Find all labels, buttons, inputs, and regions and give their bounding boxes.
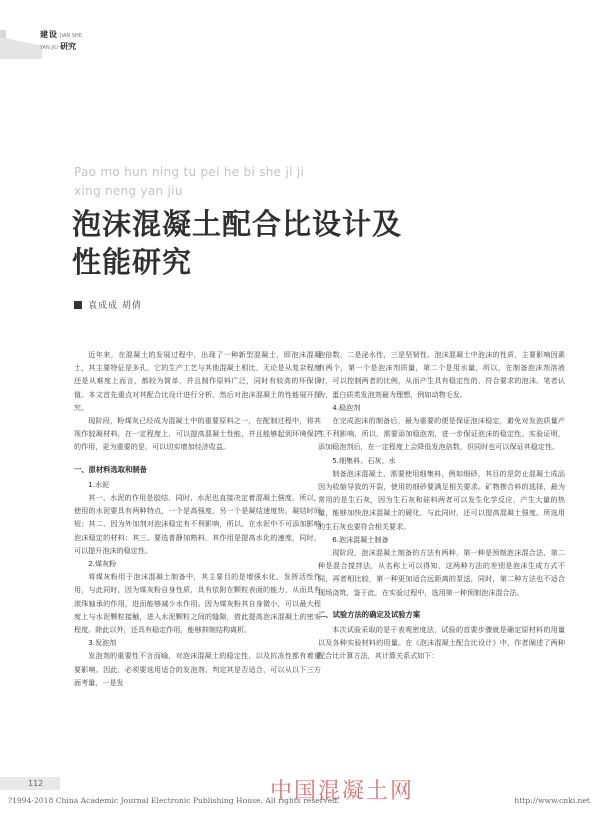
article-title-line2: 性能研究 — [72, 245, 193, 279]
subsection-heading: 4.稳泡剂 — [332, 402, 361, 412]
paragraph: 近年来，在混凝土的发展过程中，出现了一种新型混凝土，即泡沫混凝土，其主要特征是多孔，它的生产工艺与其他混凝土相比，无论是从复杂程度还是从难度上而言，都较为简单，并且制作原料广泛，同时有较高的环保价值。本文首先重点对其配合比设计进行分析，然后对泡沫混凝土的性能展开探究。 — [74, 350, 321, 412]
title-pinyin-line2: xing neng yan jiu — [74, 184, 183, 198]
section-heading: 一、原材料选取和制备 — [74, 464, 147, 474]
paragraph: 制备泡沫混凝土，需要使用细集料，例如细砂，其目的是防止混凝土成品因为收缩导致的开裂，使用的细砂要满足相关要求。矿物掺合料的选择，最为常用的是生石灰，因为生石灰和硅料两者可以发生化学反应，产生大量的热量，能够加快泡沫混凝土的硬化，与此同时，还可以提高混凝土强度。所选用的生石灰也要符合相关要求。 — [318, 468, 565, 531]
article-title-line1: 泡沫混凝土配合比设计及 — [72, 207, 403, 241]
paragraph: 将煤灰粉用于泡沫混凝土制备中，其主要目的是增强水化，发挥活性作用，与此同时，因为煤灰粉自身性质，具有依附在颗粒表面的能力，从而具有滚珠轴承的作用，进而能够减少水作用。因为煤灰粉其自身微小，可以最大程度上与水泥颗粒接触，进入水泥颗粒之间的缝隙，借此提高泡沫混凝土的密实程度。除此以外，还具有稳定作用，能够抑制结构离析。 — [74, 572, 321, 635]
paragraph: 在完成泡沫的制备后，最为重要的便是保证泡沫稳定，避免对发泡质量产生不利影响，所以，需要添加稳泡剂，进一步保证泡沫的稳定性。实验证明，添加稳泡剂后，在一定程度上会降低发泡倍数，但同时也可以保证其稳定性。 — [318, 416, 565, 452]
paragraph: 本次试验采取的是干表观密度法，试验的首要步骤就是确定原材料的用量以及各种实验材料的用量。在《泡沫混凝土配合比设计》中，作者阐述了两种配合比计算方法，其计算关系式如下： — [318, 625, 565, 661]
site-watermark: 中国混凝土网 — [270, 779, 415, 804]
body-column-left — [74, 348, 321, 689]
brand-pinyin-top: JIAN SHE — [60, 33, 82, 39]
subsection-heading: 2.煤灰粉 — [88, 559, 117, 569]
copyright-notice: ?1994-2018 China Academic Journal Electronic Publishing House. All rights reserved. — [8, 796, 340, 805]
paragraph: 现阶段，粉煤灰已经成为混凝土中的重要原料之一，在配制过程中，将其视作胶凝材料，在一定程度上，可以提高混凝土性能，并且能够起到环境保护的作用，更为重要的是，可以切实增加经济收益。 — [74, 416, 321, 452]
paragraph: 其一、水泥的作用是胶结，同时，水泥也直接决定着混凝土强度，所以，使用的水泥要具有两种特点，一个是高强度，另一个是凝结速度快，凝结时间短；其二、因为外加剂对泡沫稳定有不利影响，所以，在水泥中不可添加影响泡沫稳定的材料；其三、要选普静加熟料，其作用是提高水化的速度，同时，可以提升泡沫的稳定性。 — [74, 493, 321, 555]
article-title — [72, 205, 532, 281]
paragraph: 泡倍数，二是泌水性，三是坚韧性。泡沫混凝土中泡沫的性质，主要影响因素有两个，第一个是泡沫剂质量，第二个是用水量，所以，在制备泡沫剂溶液时，可以控制两者的比例，从而产生具有稳定性的、符合要求的泡沫。笔者认为，蛋白质类发泡剂最为理想，例如动物毛发。 — [318, 350, 565, 399]
paragraph: 发泡剂的重要性不言而喻，对泡沫混凝土的稳定性，以及抗冻性都有着重要影响。因此，必须要选用适合的发泡剂。判定其是否适合，可以从以下三方面考量，一是发 — [74, 651, 321, 687]
subsection-heading: 6.泡沫混凝土制备 — [332, 534, 389, 544]
journal-section-brand — [40, 30, 82, 53]
cnki-link[interactable]: http://www.cnki.net — [514, 796, 590, 805]
authors: 袁成成 胡倩 — [88, 301, 142, 311]
authors-row — [74, 298, 142, 311]
page-number: 112 — [0, 777, 60, 790]
title-pinyin — [74, 163, 534, 201]
brand-cn-bottom: 研究 — [60, 42, 77, 51]
body-column-right — [318, 348, 565, 663]
title-pinyin-line1: Pao mo hun ning tu pei he bi she ji ji — [74, 165, 305, 179]
paragraph: 现阶段，泡沫混凝土制备的方法有两种，第一种是预制泡沫混合法，第二种是混合搅拌法，从名称上可以得知，这两种方法的差别是泡沫生成方式不同，再者相比较，第一种更加适合远距离的泵送，同时，第二种方法也不适合现场浇筑，鉴于此，在实验过程中，选用第一种预制泡沫混合法。 — [318, 548, 565, 597]
brand-cn-top: 建设 — [40, 30, 58, 39]
brand-pinyin-bottom: YAN JIU — [40, 45, 59, 51]
subsection-heading: 5.细集料、石灰、水 — [332, 455, 396, 465]
section-heading: 二、试验方法的确定及试验方案 — [318, 609, 421, 619]
author-bullet-icon — [74, 301, 82, 309]
subsection-heading: 1.水泥 — [88, 479, 110, 489]
subsection-heading: 3.发泡剂 — [88, 638, 117, 648]
header-decoration-shape — [0, 37, 42, 59]
